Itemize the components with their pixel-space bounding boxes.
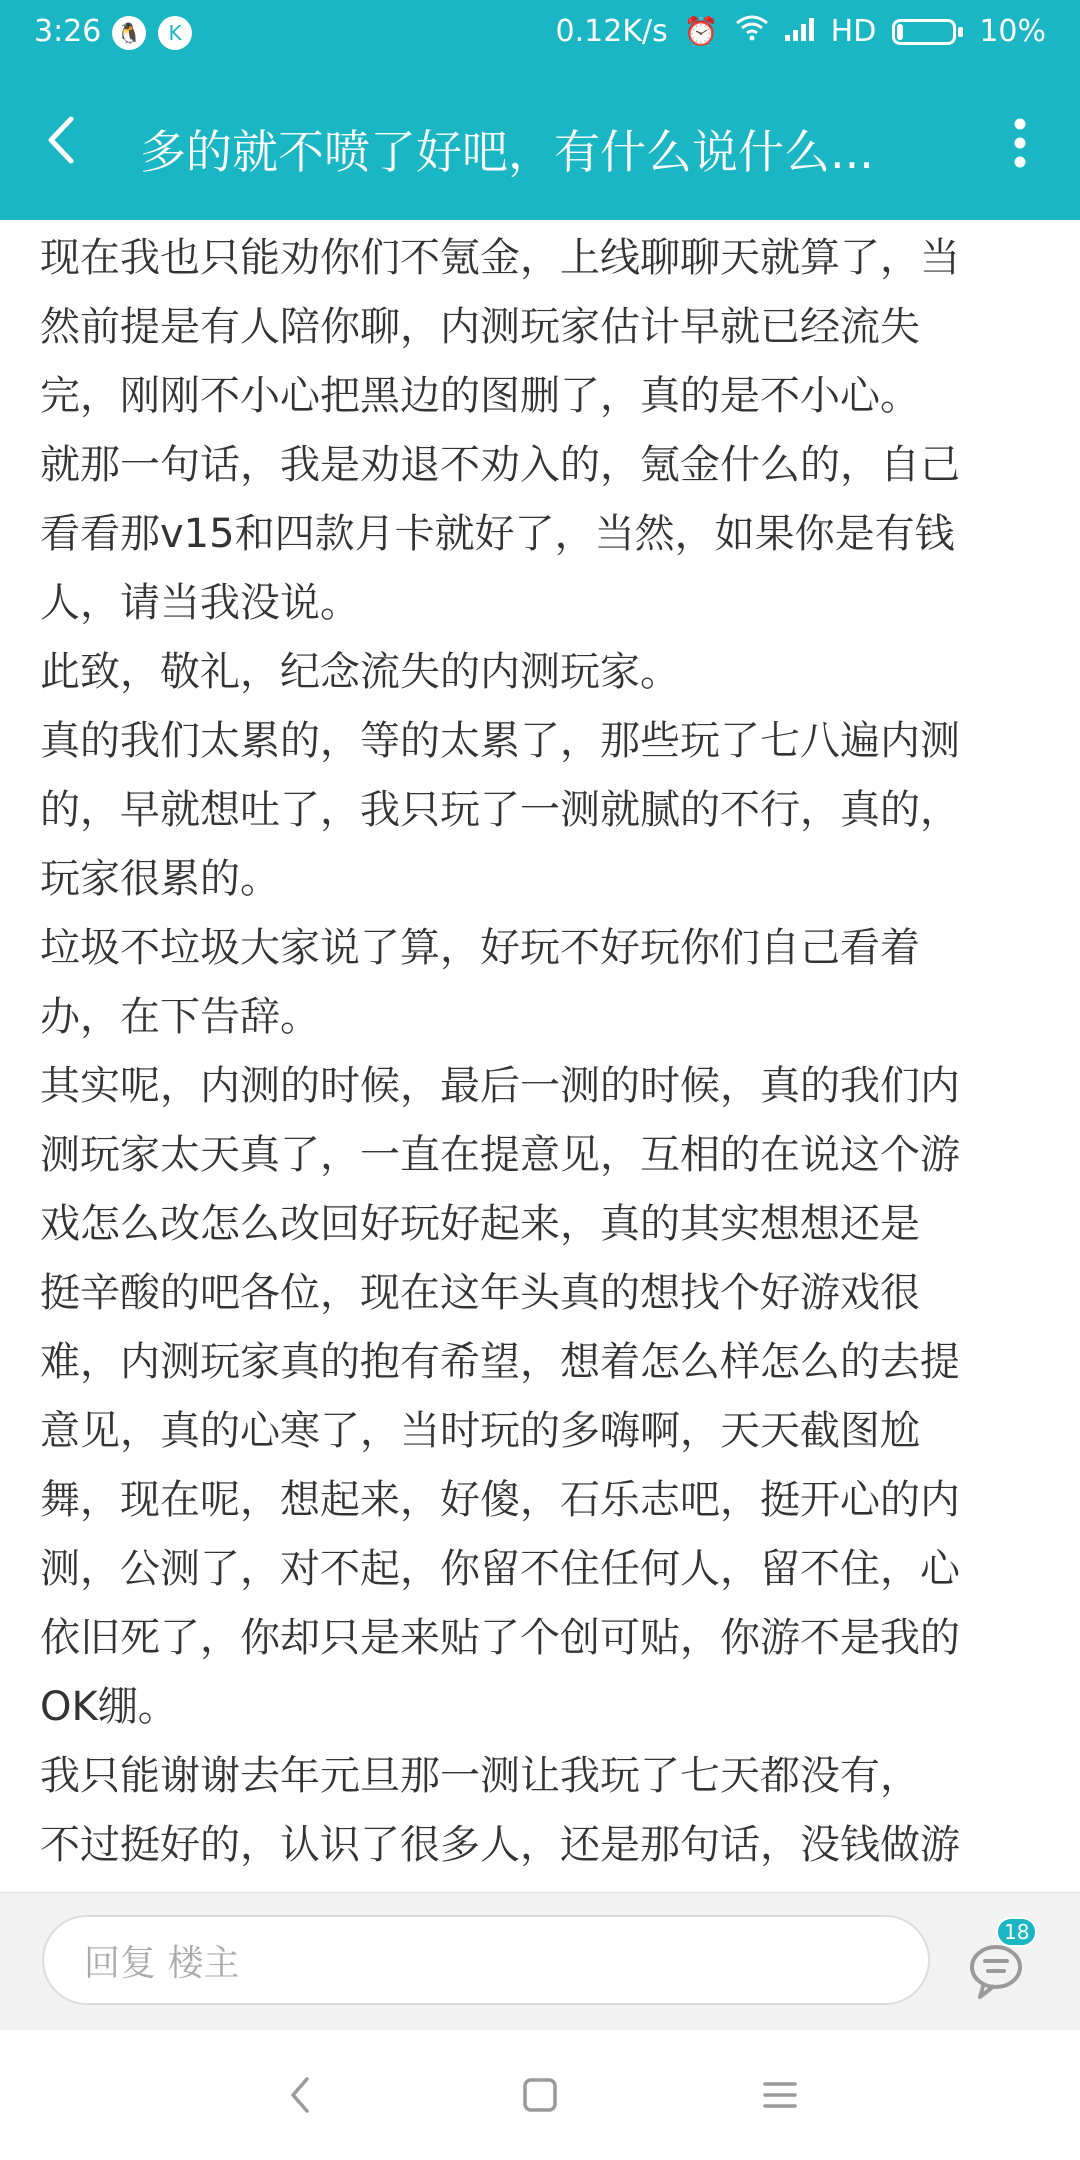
comment-count-badge: 18	[996, 1917, 1037, 1947]
post-text-line: 难，内测玩家真的抱有希望，想着怎么样怎么的去提	[40, 1339, 960, 1385]
post-text-line: 戏怎么改怎么改回好玩好起来，真的其实想想还是	[40, 1201, 920, 1247]
post-text-line: 现在我也只能劝你们不氪金，上线聊聊天就算了，当	[40, 235, 960, 281]
post-text-line: 办，在下告辞。	[40, 994, 320, 1040]
status-time: 3:26	[34, 14, 102, 49]
nav-home-button[interactable]	[510, 2065, 570, 2125]
post-text-line: 测玩家太天真了，一直在提意见，互相的在说这个游	[40, 1132, 960, 1178]
page-title: 多的就不喷了好吧，有什么说什么...	[140, 125, 874, 179]
post-text-line: 然前提是有人陪你聊，内测玩家估计早就已经流失	[40, 304, 920, 350]
nav-home-icon	[522, 2077, 558, 2113]
more-options-button[interactable]	[990, 108, 1050, 178]
post-text-line: 依旧死了，你却只是来贴了个创可贴，你游不是我的	[40, 1615, 960, 1661]
status-right-group	[556, 14, 1046, 49]
post-text-line: 舞，现在呢，想起来，好傻，石乐志吧，挺开心的内	[40, 1477, 960, 1523]
reply-bar	[0, 1892, 1080, 2031]
nav-menu-button[interactable]	[750, 2065, 810, 2125]
nav-back-button[interactable]	[270, 2065, 330, 2125]
back-button[interactable]	[30, 110, 90, 170]
post-text-line: 其实呢，内测的时候，最后一测的时候，真的我们内	[40, 1063, 960, 1109]
post-text-line: 人，请当我没说。	[40, 580, 360, 626]
post-text-line: 就那一句话，我是劝退不劝入的，氪金什么的，自己	[40, 442, 960, 488]
post-text-line: 看看那v15和四款月卡就好了，当然，如果你是有钱	[40, 511, 955, 557]
top-bar	[0, 0, 1080, 220]
post-text-line: 的，早就想吐了，我只玩了一测就腻的不行，真的，	[40, 787, 960, 833]
k-app-icon: K	[158, 16, 192, 50]
wifi-icon	[735, 14, 769, 49]
battery-icon	[892, 19, 963, 45]
app-bar	[0, 70, 1080, 220]
more-vert-icon	[1013, 117, 1027, 169]
post-text-line: 我只能谢谢去年元旦那一测让我玩了七天都没有，	[40, 1753, 920, 1799]
post-text-line: 不过挺好的，认识了很多人，还是那句话，没钱做游	[40, 1822, 960, 1868]
qq-icon: 🐧	[112, 16, 146, 50]
network-type: HD	[830, 14, 877, 49]
status-bar	[0, 0, 1080, 70]
status-app-icons	[112, 16, 192, 50]
nav-menu-icon	[762, 2079, 798, 2111]
post-text-line: 此致，敬礼，纪念流失的内测玩家。	[40, 649, 680, 695]
signal-icon	[785, 14, 815, 49]
post-content	[40, 224, 1040, 1890]
system-nav-bar	[0, 2030, 1080, 2160]
reply-input[interactable]: 回复 楼主	[42, 1915, 930, 2005]
alarm-icon: ⏰	[683, 15, 719, 48]
post-text-line: 测，公测了，对不起，你留不住任何人，留不住，心	[40, 1546, 960, 1592]
post-text-line: 挺辛酸的吧各位，现在这年头真的想找个好游戏很	[40, 1270, 920, 1316]
battery-percent: 10%	[979, 14, 1046, 49]
post-text-line: 玩家很累的。	[40, 856, 280, 902]
comments-button[interactable]	[966, 1920, 1036, 2003]
post-text-line: 意见，真的心寒了，当时玩的多嗨啊，天天截图尬	[40, 1408, 920, 1454]
post-text-line: 真的我们太累的，等的太累了，那些玩了七八遍内测	[40, 718, 960, 764]
post-text-line: OK绷。	[40, 1684, 178, 1730]
post-text-line: 完，刚刚不小心把黑边的图删了，真的是不小心。	[40, 373, 920, 419]
post-text-line: 垃圾不垃圾大家说了算，好玩不好玩你们自己看着	[40, 925, 920, 971]
nav-back-icon	[285, 2075, 315, 2115]
back-arrow-icon	[43, 115, 77, 165]
network-speed: 0.12K/s	[555, 14, 668, 49]
